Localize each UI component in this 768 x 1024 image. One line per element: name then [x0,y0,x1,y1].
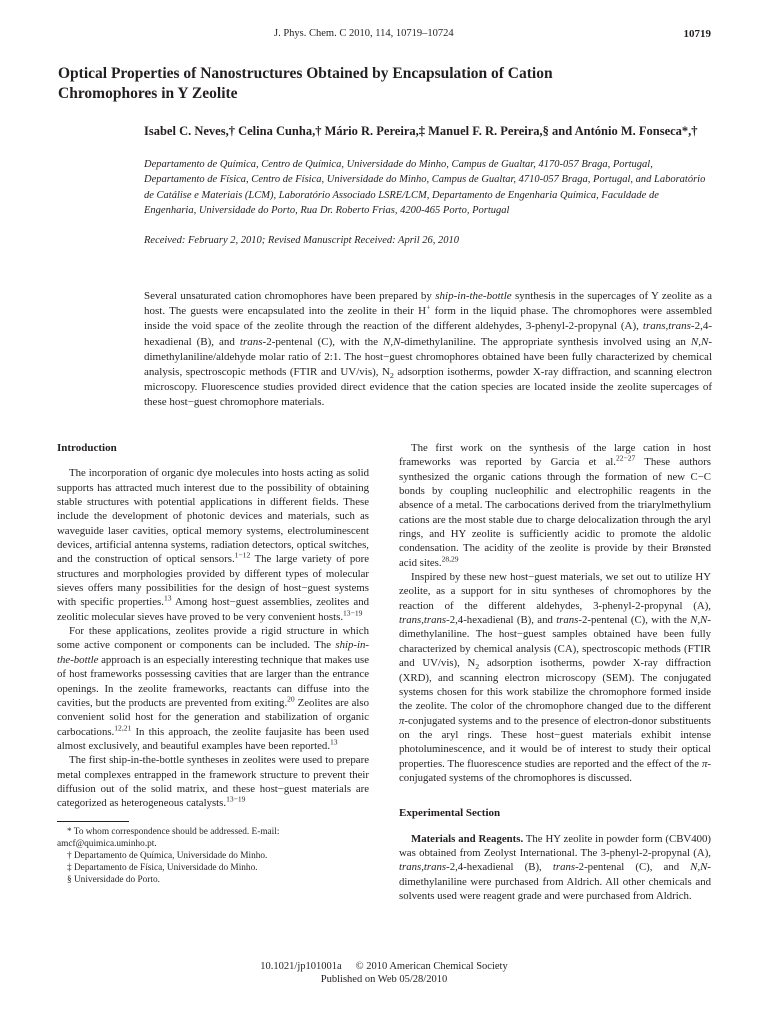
affiliation-footnote: ‡ Departamento de Física, Universidade do Minho. [67,863,258,874]
article-title: Optical Properties of Nanostructures Obtained by Encapsulation of Cation Chromophores in Y Zeolite [58,65,553,102]
doi: 10.1021/jp101001a [260,961,342,972]
left-column [57,441,369,887]
intro-paragraph-5: Inspired by these new host−guest materials, we set out to utilize HY zeolite, as a support for in situ syntheses of chromophores by the reaction of the different aldehydes, 3-phenyl-2-propynal (A), trans,trans-2,4-hexadienal (B), and trans-2-pentenal (C), with the N,N-dimethylaniline. The host−guest samples obtained have been fully characterized by chemical analysis (CA), spectroscopic methods (FTIR and UV/vis), $N_2$ adsorption isotherms, powder X-ray diffraction (XRD), and scanning electron microscopy (SEM). The conjugated systems chosen for this work stabilize the chromophore formed inside the zeolite. The color of the chromophore changed due to the different π-conjugated systems and to the presence of electron-donor substituents on the aryl rings. These host−guest materials exhibit intense photoluminescence, and it would be of interest to study their optical properties. The fluorescence studies are reported and the effect of the π-conjugated systems of the chromophores is discussed. [399,571,711,784]
right-column [399,441,711,903]
introduction-heading: Introduction [57,442,117,454]
page-footer [0,960,768,986]
affiliation-footnote: † Departamento de Química, Universidade do Minho. [67,851,268,861]
publication-date: Published on Web 05/28/2010 [320,974,448,985]
copyright: © 2010 American Chemical Society [355,961,508,972]
intro-paragraph-4: The first work on the synthesis of the large cation in host frameworks was reported by Garcia et al.$^{22-27}$ These authors synthesized the organic cations through the formation of new C−C bonds by coupling nucleophilic and electrophilic reagents in the absence of a metal. The carbocations derived from the triarylmethylium cations are the most stable due to charge delocalization through the aryl rings, and HY zeolite is sufficiently acidic to promote the aldolic condensation. The acidity of the zeolite is provide by their Brønsted acid sites.$^{28,29}$ [399,442,711,569]
footnote-divider [57,821,129,822]
intro-paragraph-3: The first ship-in-the-bottle syntheses in zeolites were used to prepare metal complexes entrapped in the framework structure to prevent their diffusion out of the solid matrix, and these host−guest materials are categorized as heterogeneous catalysts.$^{13-19}$ [57,754,369,810]
materials-run-in-heading: Materials and Reagents. [411,832,524,845]
intro-paragraph-2: For these applications, zeolites provide a rigid structure in which some active component or components can be included. The ship-in-the-bottle approach is an especially interesting technique that makes use of host frameworks possessing cavities that are larger than the entrance openings. In the zeolite frameworks, reactants can diffuse into the cavities, but the products are prevented from exiting.$^{20}$ Zeolites are also convenient solid host for the generation and stabilization of organic carbocations.$^{12,21}$ In this approach, the zeolite faujasite has been used almost exclusively, and beautiful examples have been reported.$^{13}$ [57,625,369,752]
experimental-heading: Experimental Section [399,807,501,820]
footnotes [57,826,369,887]
affiliation-footnote: § Universidade do Porto. [67,875,160,886]
author-list: Isabel C. Neves,† Celina Cunha,† Mário R. Pereira,‡ Manuel F. R. Pereira,§ and António M. Fonseca*,† [144,124,698,138]
abstract: Several unsaturated cation chromophores have been prepared by ship-in-the-bottle synthesis in the supercages of Y zeolite as a host. The guests were encapsulated into the zeolite in their H+ form in the liquid phase. The chromophores were assembled inside the void space of the zeolite through the reaction of the different aldehydes, 3-phenyl-2-propynal (A), trans,trans-2,4-hexadienal (B), and trans-2-pentenal (C), with the N,N-dimethylaniline. The appropriate synthesis involved using an N,N-dimethylaniline/aldehyde molar ratio of 2:1. The host−guest chromophores obtained have been fully characterized by chemical analysis, spectroscopic methods (FTIR and UV/vis), $N_2$ adsorption isotherms, powder X-ray diffraction, and scanning electron microscopy. Fluorescence studies provided direct evidence that the cation species are located inside the zeolite supercages of these host−guest chromophore materials. [144,290,712,409]
materials-paragraph: Materials and Reagents. The HY zeolite in powder form (CBV400) was obtained from Zeolyst International. The 3-phenyl-2-propynal (A), trans,trans-2,4-hexadienal (B), trans-2-pentenal (C), and N,N-dimethylaniline were purchased from Aldrich. All other chemicals and solvents used were reagent grade and were purchased from Aldrich. [399,832,711,902]
journal-header [0,26,768,42]
affiliations: Departamento de Química, Centro de Química, Universidade do Minho, Campus de Gualtar, 4170-057 Braga, Portugal, Departamento de Física, Centro de Física, Universidade do Minho, Campus de Gualtar, 4710-057 Braga, Portugal, and Laboratório de Catálise e Materiais (LCM), Laboratório Associado LSRE/LCM, Departamento de Engenharia Química, Faculdade de Engenharia, Universidade do Porto, Rua Dr. Roberto Frias, 4200-465 Porto, Portugal [144,159,706,216]
correspondence-footnote: * To whom correspondence should be addressed. E-mail: amcf@quimica.uminho.pt. [57,826,280,849]
journal-citation: J. Phys. Chem. C 2010, 114, 10719–10724 [274,28,454,39]
intro-paragraph-1: The incorporation of organic dye molecules into hosts acting as solid supports has attracted much interest due to the possibility of obtaining stable structures with potential applications in different fields. These include the development of photonic devices and materials, such as waveguide laser cavities, optical memory systems, electroluminescent devices, artificial antenna systems, radiation detectors, optical switches, and the construction of optical sensors.$^{1-12}$ The large variety of pore structures and morphologies provided by different types of molecular sieves offers many possibilities for the design of host−guest systems with specific properties.$^{13}$ Among host−guest assemblies, zeolites and zeolitic molecular sieves have proved to be very convenient hosts.$^{13-19}$ [57,467,369,623]
received-dates: Received: February 2, 2010; Revised Manuscript Received: April 26, 2010 [144,235,459,246]
page-number: 10719 [683,28,711,40]
